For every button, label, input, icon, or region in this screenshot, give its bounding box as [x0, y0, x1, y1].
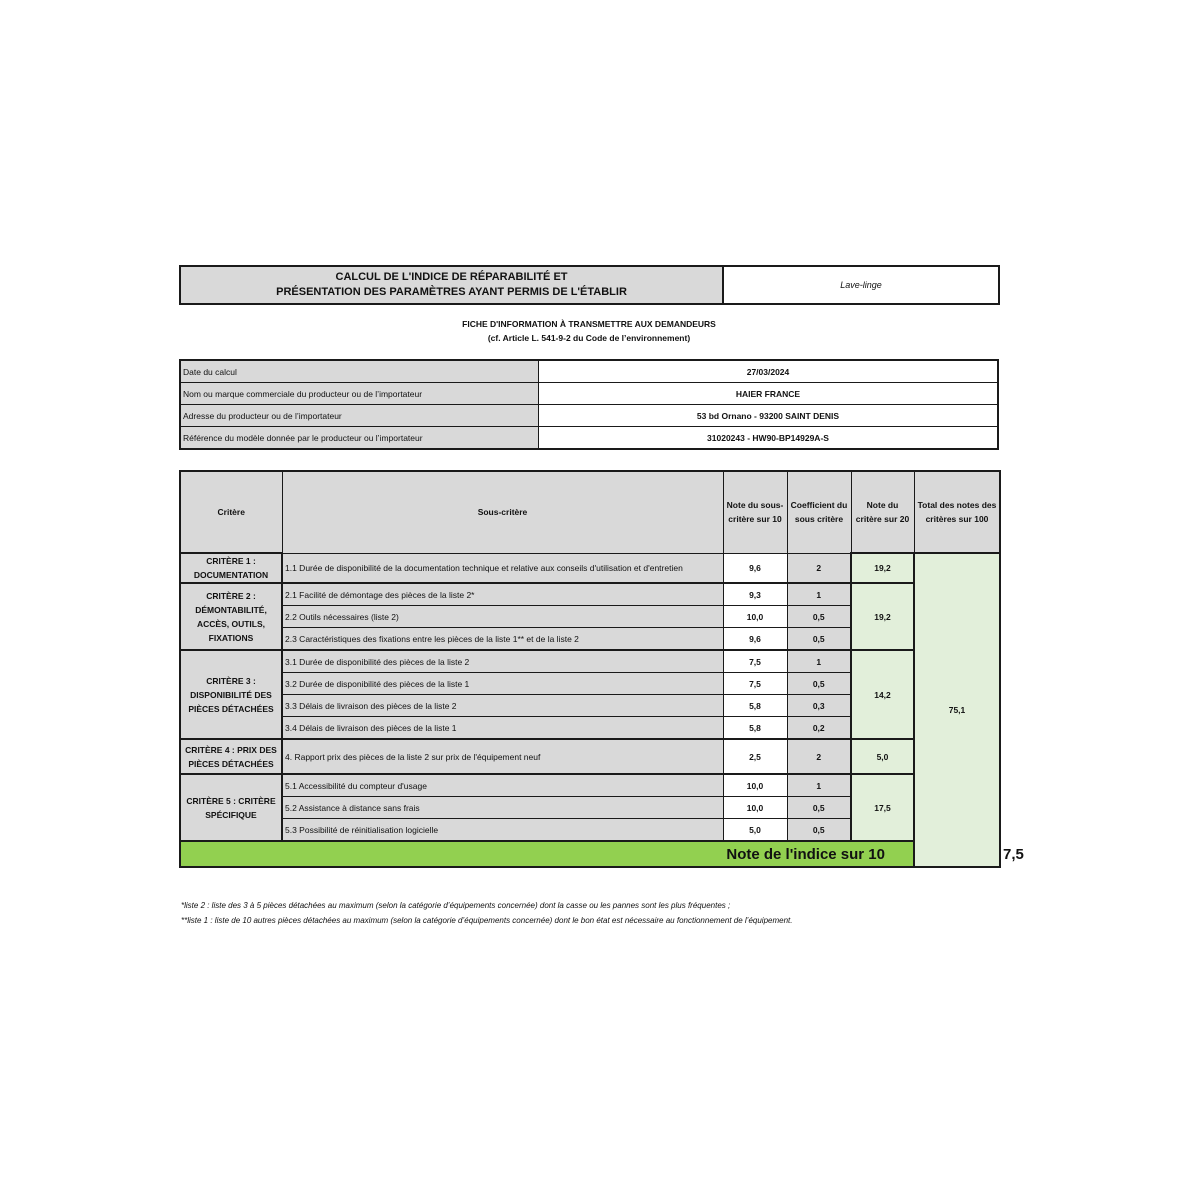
criterion-note: 19,2	[851, 553, 914, 583]
info-value: 53 bd Ornano - 93200 SAINT DENIS	[539, 405, 999, 427]
footnote-liste-1: **liste 1 : liste de 10 autres pièces détachées au maximum (selon la catégorie d’équipements concernée) dont le bon état est nécessaire au fonctionnement de l’équipement.	[181, 916, 793, 925]
criterion-name: CRITÈRE 1 : DOCUMENTATION	[180, 553, 282, 583]
info-value: HAIER FRANCE	[539, 383, 999, 405]
subcriterion-coef: 2	[787, 553, 851, 583]
subcriterion-label: 5.3 Possibilité de réinitialisation logicielle	[282, 819, 723, 842]
subcriterion-coef: 0,5	[787, 673, 851, 695]
subcriterion-label: 5.1 Accessibilité du compteur d'usage	[282, 774, 723, 797]
subcriterion-note: 5,8	[723, 717, 787, 740]
info-row-brand	[180, 383, 998, 405]
col-header-total: Total des notes des critères sur 100	[914, 471, 1000, 553]
subtitle	[179, 317, 999, 345]
col-header-sous-critere: Sous-critère	[282, 471, 723, 553]
subcriterion-coef: 0,5	[787, 797, 851, 819]
document-title	[181, 267, 724, 303]
subcriterion-label: 2.1 Facilité de démontage des pièces de la liste 2*	[282, 583, 723, 606]
footnotes	[181, 898, 1001, 928]
table-row	[180, 553, 1000, 583]
info-label: Référence du modèle donnée par le producteur ou l’importateur	[180, 427, 539, 450]
subcriterion-note: 7,5	[723, 673, 787, 695]
subcriterion-coef: 1	[787, 774, 851, 797]
info-value: 31020243 - HW90-BP14929A-S	[539, 427, 999, 450]
subcriterion-note: 10,0	[723, 774, 787, 797]
criterion-note: 14,2	[851, 650, 914, 739]
info-label: Nom ou marque commerciale du producteur ou de l’importateur	[180, 383, 539, 405]
col-header-critere: Critère	[180, 471, 282, 553]
subtitle-line-1: FICHE D'INFORMATION À TRANSMETTRE AUX DEMANDEURS	[462, 319, 716, 329]
subcriterion-coef: 0,3	[787, 695, 851, 717]
subcriterion-label: 1.1 Durée de disponibilité de la documentation technique et relative aux conseils d'utilisation et d'entretien	[282, 553, 723, 583]
subcriterion-note: 10,0	[723, 606, 787, 628]
subcriterion-note: 5,8	[723, 695, 787, 717]
subcriterion-coef: 0,5	[787, 819, 851, 842]
repairability-table	[179, 470, 1024, 868]
title-line-2: PRÉSENTATION DES PARAMÈTRES AYANT PERMIS DE L'ÉTABLIR	[276, 286, 627, 298]
criterion-name: CRITÈRE 4 : PRIX DES PIÈCES DÉTACHÉES	[180, 739, 282, 774]
subcriterion-coef: 1	[787, 650, 851, 673]
final-score-row: Note de l'indice sur 10 7,5	[180, 841, 1000, 867]
subcriterion-label: 3.4 Délais de livraison des pièces de la liste 1	[282, 717, 723, 740]
info-table	[179, 359, 999, 450]
subcriterion-coef: 0,2	[787, 717, 851, 740]
criterion-name: CRITÈRE 2 : DÉMONTABILITÉ, ACCÈS, OUTILS, FIXATIONS	[180, 583, 282, 650]
table-row	[180, 650, 1000, 673]
col-header-coef: Coefficient du sous critère	[787, 471, 851, 553]
subcriterion-label: 3.1 Durée de disponibilité des pièces de la liste 2	[282, 650, 723, 673]
document-header	[179, 265, 1000, 305]
criterion-name: CRITÈRE 3 : DISPONIBILITÉ DES PIÈCES DÉTACHÉES	[180, 650, 282, 739]
col-header-note-sous: Note du sous-critère sur 10	[723, 471, 787, 553]
subcriterion-note: 7,5	[723, 650, 787, 673]
subcriterion-label: 3.2 Durée de disponibilité des pièces de la liste 1	[282, 673, 723, 695]
subcriterion-note: 9,3	[723, 583, 787, 606]
info-label: Date du calcul	[180, 360, 539, 383]
criterion-name: CRITÈRE 5 : CRITÈRE SPÉCIFIQUE	[180, 774, 282, 841]
total-sur-100: 75,1	[914, 553, 1000, 867]
subcriterion-label: 5.2 Assistance à distance sans frais	[282, 797, 723, 819]
criterion-note: 19,2	[851, 583, 914, 650]
table-row	[180, 739, 1000, 774]
subcriterion-label: 4. Rapport prix des pièces de la liste 2 sur prix de l'équipement neuf	[282, 739, 723, 774]
info-value: 27/03/2024	[539, 360, 999, 383]
footnote-liste-2: *liste 2 : liste des 3 à 5 pièces détachées au maximum (selon la catégorie d’équipements concernée) dont la casse ou les pannes sont les plus fréquentes ;	[181, 901, 731, 910]
table-row	[180, 583, 1000, 606]
final-score-label: Note de l'indice sur 10	[180, 841, 914, 867]
info-label: Adresse du producteur ou de l’importateur	[180, 405, 539, 427]
subcriterion-coef: 2	[787, 739, 851, 774]
subcriterion-coef: 0,5	[787, 628, 851, 651]
subcriterion-note: 10,0	[723, 797, 787, 819]
info-row-date	[180, 360, 998, 383]
subcriterion-label: 2.3 Caractéristiques des fixations entre les pièces de la liste 1** et de la liste 2	[282, 628, 723, 651]
subcriterion-note: 9,6	[723, 628, 787, 651]
subcriterion-label: 2.2 Outils nécessaires (liste 2)	[282, 606, 723, 628]
subcriterion-label: 3.3 Délais de livraison des pièces de la liste 2	[282, 695, 723, 717]
table-header-row	[180, 471, 1000, 553]
subcriterion-note: 9,6	[723, 553, 787, 583]
subcriterion-note: 2,5	[723, 739, 787, 774]
subtitle-line-2: (cf. Article L. 541-9-2 du Code de l’environnement)	[487, 333, 691, 343]
criterion-note: 5,0	[851, 739, 914, 774]
info-row-reference	[180, 427, 998, 450]
title-line-1: CALCUL DE L'INDICE DE RÉPARABILITÉ ET	[335, 271, 568, 283]
criterion-note: 17,5	[851, 774, 914, 841]
col-header-note-critere: Note du critère sur 20	[851, 471, 914, 553]
subcriterion-note: 5,0	[723, 819, 787, 842]
product-category: Lave-linge	[724, 267, 998, 303]
table-row	[180, 774, 1000, 797]
subcriterion-coef: 0,5	[787, 606, 851, 628]
subcriterion-coef: 1	[787, 583, 851, 606]
info-row-address	[180, 405, 998, 427]
